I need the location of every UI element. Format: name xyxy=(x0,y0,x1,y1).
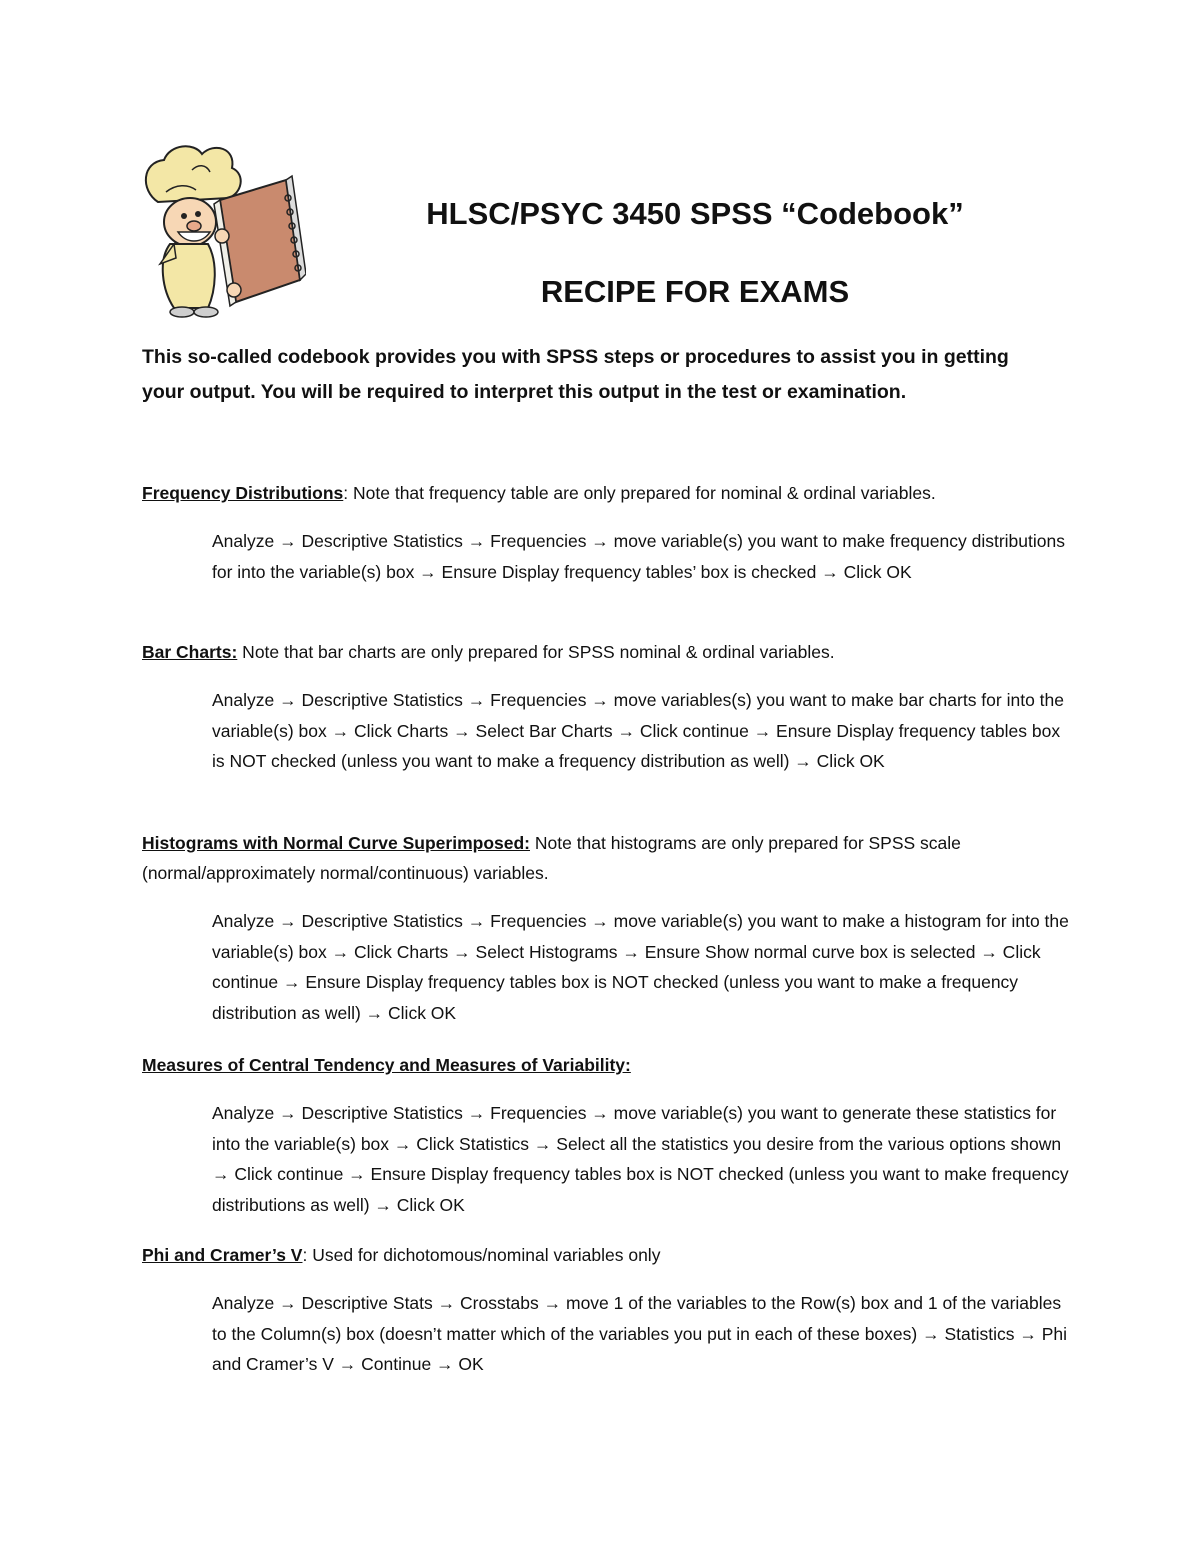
section-steps: Analyze → Descriptive Statistics → Frequencies → move variable(s) you want to make frequency distributions for into the variable(s) box → Ensure Display frequency tables’ box is checked → Click OK xyxy=(212,531,1065,582)
section-label: Histograms with Normal Curve Superimposed: xyxy=(142,833,530,853)
document-subtitle: RECIPE FOR EXAMS xyxy=(540,274,850,309)
chef-reading-book-clipart xyxy=(136,140,306,320)
section-heading xyxy=(142,637,1072,667)
section-heading xyxy=(142,828,1072,888)
section-label: Measures of Central Tendency and Measures of Variability: xyxy=(142,1055,631,1075)
section-label: Phi and Cramer’s V xyxy=(142,1245,303,1265)
section-label: Frequency Distributions xyxy=(142,483,344,503)
intro-paragraph: This so-called codebook provides you with SPSS steps or procedures to assist you in getting your output. You will be required to interpret this output in the test or examination. xyxy=(142,346,1009,403)
section-histograms xyxy=(142,828,1072,1028)
section-heading xyxy=(142,1050,1072,1080)
section-phi-cramers-v xyxy=(142,1240,1072,1380)
section-frequency-distributions xyxy=(142,478,1072,587)
section-bar-charts xyxy=(142,637,1072,777)
section-steps: Analyze → Descriptive Statistics → Frequencies → move variable(s) you want to generate these statistics for into the variable(s) box → Click Statistics → Select all the statistics you desire from the various options shown → Click continue → Ensure Display frequency tables box is NOT checked (unless you want to make frequency distributions as well) → Click OK xyxy=(212,1103,1069,1215)
section-steps: Analyze → Descriptive Stats → Crosstabs → move 1 of the variables to the Row(s) box and 1 of the variables to the Column(s) box (doesn’t matter which of the variables you put in each of these boxes) → Statistics → Phi and Cramer’s V → Continue → OK xyxy=(212,1293,1067,1374)
section-heading xyxy=(142,1240,1072,1270)
section-note: Note that histograms are only prepared for SPSS scale (normal/approximately normal/continuous) variables. xyxy=(142,833,961,883)
section-note: : Used for dichotomous/nominal variables only xyxy=(302,1245,661,1265)
section-steps: Analyze → Descriptive Statistics → Frequencies → move variables(s) you want to make bar charts for into the variable(s) box → Click Charts → Select Bar Charts → Click continue → Ensure Display frequency tables box is NOT checked (unless you want to make a frequency distribution as well) → Click OK xyxy=(212,690,1064,771)
section-central-tendency xyxy=(142,1050,1072,1220)
section-heading xyxy=(142,478,1072,508)
section-note: Note that bar charts are only prepared for SPSS nominal & ordinal variables. xyxy=(237,642,835,662)
document-title: HLSC/PSYC 3450 SPSS “Codebook” xyxy=(426,196,964,231)
section-label: Bar Charts: xyxy=(142,642,238,662)
section-steps: Analyze → Descriptive Statistics → Frequencies → move variable(s) you want to make a histogram for into the variable(s) box → Click Charts → Select Histograms → Ensure Show normal curve box is selected → Click continue → Ensure Display frequency tables box is NOT checked (unless you want to make a frequency distribution as well) → Click OK xyxy=(212,911,1069,1023)
section-note: : Note that frequency table are only prepared for nominal & ordinal variables. xyxy=(343,483,936,503)
